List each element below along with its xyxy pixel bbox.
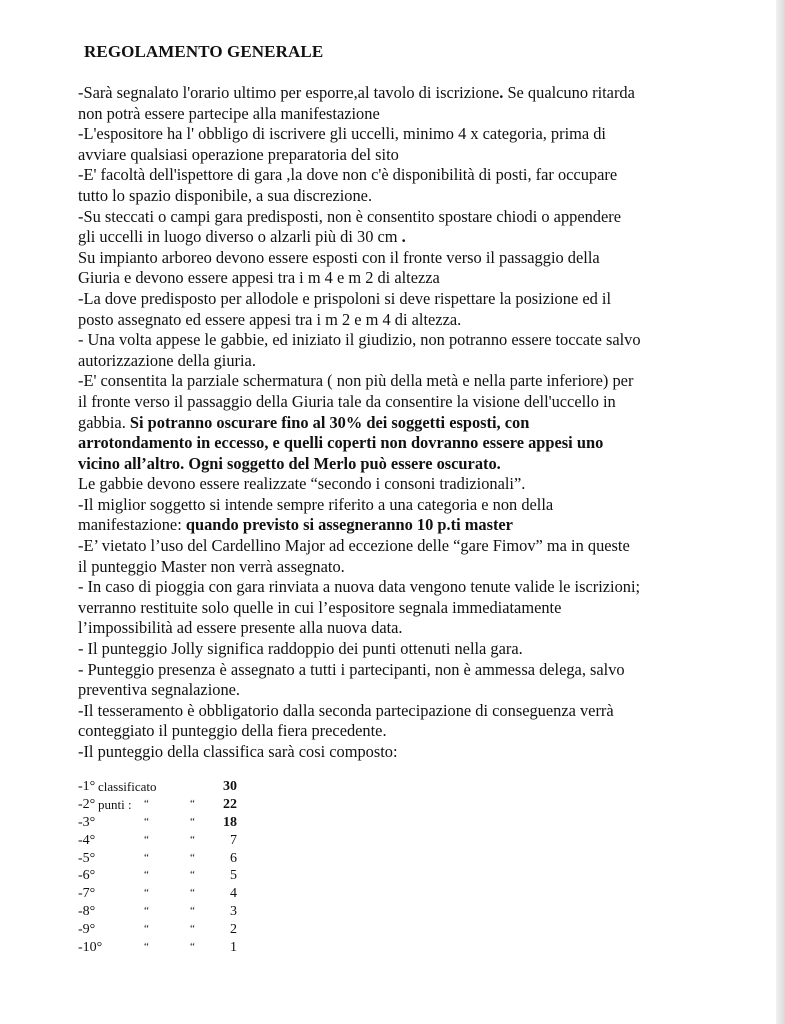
- score-points: 3: [230, 904, 237, 920]
- ditto-mark: “: [190, 851, 195, 864]
- text-segment: Si potranno oscurare fino al 30% dei soggetti esposti, con: [129, 412, 530, 432]
- score-points: 7: [230, 832, 237, 848]
- score-position: -10°: [78, 940, 103, 956]
- text-segment: -E' consentita la parziale schermatura ( non più della metà e nella parte inferiore) per: [78, 371, 634, 391]
- text-segment: - Il punteggio Jolly significa raddoppio dei punti ottenuti nella gara.: [78, 639, 523, 659]
- text-segment: Su impianto arboreo devono essere esposti con il fronte verso il passaggio della: [78, 247, 600, 267]
- score-points: 5: [230, 868, 237, 884]
- text-line: [78, 145, 718, 166]
- text-segment: - In caso di pioggia con gara rinviata a nuova data vengono tenute valide le iscrizioni;: [78, 577, 641, 597]
- text-line: [78, 721, 718, 742]
- ditto-mark: “: [144, 869, 149, 882]
- text-line: [78, 371, 718, 392]
- ditto-mark: “: [190, 923, 195, 936]
- score-position: -4°: [78, 832, 96, 848]
- text-line: [78, 536, 718, 557]
- score-position: -2°: [78, 796, 96, 812]
- text-line: [78, 433, 718, 454]
- ditto-mark: “: [190, 869, 195, 882]
- text-segment: -Il miglior soggetto si intende sempre riferito a una categoria e non della: [78, 494, 554, 514]
- text-segment: avviare qualsiasi operazione preparatoria del sito: [78, 144, 399, 164]
- text-segment: - Punteggio presenza è assegnato a tutti i partecipanti, non è ammessa delega, salvo: [78, 659, 625, 679]
- text-line: [78, 289, 718, 310]
- text-line: [78, 680, 718, 701]
- score-position: -1°: [78, 779, 96, 794]
- text-line: [78, 392, 718, 413]
- ditto-mark: “: [190, 815, 195, 828]
- page-edge-shadow: [776, 0, 785, 1024]
- text-line: [78, 165, 718, 186]
- ditto-mark: “: [144, 851, 149, 864]
- text-segment: -L'espositore ha l' obbligo di iscrivere gli uccelli, minimo 4 x categoria, prima di: [78, 124, 606, 144]
- text-segment: l’impossibilità ad essere presente alla nuova data.: [78, 618, 403, 638]
- text-line: [78, 515, 718, 536]
- text-segment: -E' facoltà dell'ispettore di gara ,la dove non c'è disponibilità di posti, far occupare: [78, 165, 618, 185]
- text-line: [78, 577, 718, 598]
- text-line: [78, 742, 718, 763]
- page-title: REGOLAMENTO GENERALE: [84, 42, 324, 61]
- text-segment: preventiva segnalazione.: [78, 680, 241, 700]
- text-segment: -Su steccati o campi gara predisposti, non è consentito spostare chiodi o appendere: [78, 206, 622, 226]
- ditto-mark: “: [144, 887, 149, 900]
- text-segment: .: [499, 83, 504, 102]
- text-segment: il fronte verso il passaggio della Giuria tale da consentire la visione dell'uccello in: [78, 391, 616, 411]
- text-line: [78, 207, 718, 228]
- ditto-mark: “: [144, 815, 149, 828]
- text-segment: vicino all’altro. Ogni soggetto del Merlo può essere oscurato.: [78, 453, 501, 473]
- ditto-mark: “: [144, 941, 149, 954]
- text-segment: -Il tesseramento è obbligatorio dalla seconda partecipazione di conseguenza verrà: [78, 700, 614, 720]
- text-line: [78, 495, 718, 516]
- text-line: [78, 413, 718, 434]
- ditto-mark: “: [190, 905, 195, 918]
- score-points: 1: [230, 940, 237, 956]
- score-points: 2: [230, 922, 237, 938]
- text-line: [78, 104, 718, 125]
- text-line: [78, 186, 718, 207]
- score-position: -3°: [78, 814, 96, 830]
- text-segment: tutto lo spazio disponibile, a sua discrezione.: [78, 185, 373, 205]
- text-segment: arrotondamento in eccesso, e quelli coperti non dovranno essere appesi uno: [78, 433, 604, 453]
- text-segment: verranno restituite solo quelle in cui l’espositore segnala immediatamente: [78, 597, 562, 617]
- text-line: [78, 598, 718, 619]
- text-line: [78, 701, 718, 722]
- text-segment: Le gabbie devono essere realizzate “secondo i consoni tradizionali”.: [78, 474, 526, 494]
- text-line: [78, 474, 718, 495]
- text-segment: gabbia.: [78, 412, 130, 432]
- score-position: -9°: [78, 922, 96, 938]
- text-segment: Se qualcuno ritarda: [503, 83, 635, 102]
- text-segment: non potrà essere partecipe alla manifestazione: [78, 103, 380, 123]
- text-line: [78, 618, 718, 639]
- text-line: [78, 248, 718, 269]
- text-line: [78, 83, 718, 104]
- text-segment: -Sarà segnalato l'orario ultimo per esporre,al tavolo di iscrizione: [78, 83, 500, 102]
- text-segment: conteggiato il punteggio della fiera precedente.: [78, 721, 387, 741]
- text-segment: -E’ vietato l’uso del Cardellino Major ad eccezione delle “gare Fimov” ma in queste: [78, 536, 630, 556]
- ditto-mark: “: [144, 797, 149, 810]
- score-position: -7°: [78, 886, 96, 902]
- text-segment: .: [401, 227, 406, 247]
- text-line: [78, 124, 718, 145]
- score-position: -8°: [78, 904, 96, 920]
- text-line: [78, 557, 718, 578]
- score-points: 18: [223, 814, 237, 830]
- text-segment: manifestazione:: [78, 515, 186, 535]
- text-segment: quando previsto si assegneranno 10 p.ti master: [185, 515, 513, 535]
- text-line: [78, 454, 718, 475]
- text-line: [78, 310, 718, 331]
- text-segment: autorizzazione della giuria.: [78, 350, 256, 370]
- text-segment: -La dove predisposto per allodole e prispoloni si deve rispettare la posizione ed il: [78, 288, 611, 308]
- score-label: classificato punti :: [98, 779, 157, 812]
- text-segment: gli uccelli in luogo diverso o alzarli più di 30 cm: [78, 227, 402, 247]
- text-line: [78, 660, 718, 681]
- text-segment: - Una volta appese le gabbie, ed iniziato il giudizio, non potranno essere toccate salvo: [78, 330, 641, 350]
- ditto-mark: “: [190, 833, 195, 846]
- text-line: [78, 351, 718, 372]
- score-points: 30: [223, 779, 237, 794]
- score-points: 22: [223, 796, 237, 812]
- ditto-mark: “: [144, 905, 149, 918]
- score-points: 6: [230, 850, 237, 866]
- text-segment: il punteggio Master non verrà assegnato.: [78, 556, 345, 576]
- score-position: -6°: [78, 868, 96, 884]
- regulation-body: [78, 83, 718, 763]
- text-line: [78, 639, 718, 660]
- ditto-mark: “: [190, 941, 195, 954]
- text-line: [78, 330, 718, 351]
- text-line: [78, 227, 718, 248]
- score-points: 4: [230, 886, 237, 902]
- text-segment: Giuria e devono essere appesi tra i m 4 e m 2 di altezza: [78, 268, 440, 288]
- score-position: -5°: [78, 850, 96, 866]
- text-line: [78, 268, 718, 289]
- ditto-mark: “: [190, 887, 195, 900]
- ditto-mark: “: [144, 833, 149, 846]
- text-segment: posto assegnato ed essere appesi tra i m 2 e m 4 di altezza.: [78, 309, 462, 329]
- ditto-mark: “: [190, 797, 195, 810]
- text-segment: -Il punteggio della classifica sarà cosi composto:: [78, 742, 398, 761]
- ditto-mark: “: [144, 923, 149, 936]
